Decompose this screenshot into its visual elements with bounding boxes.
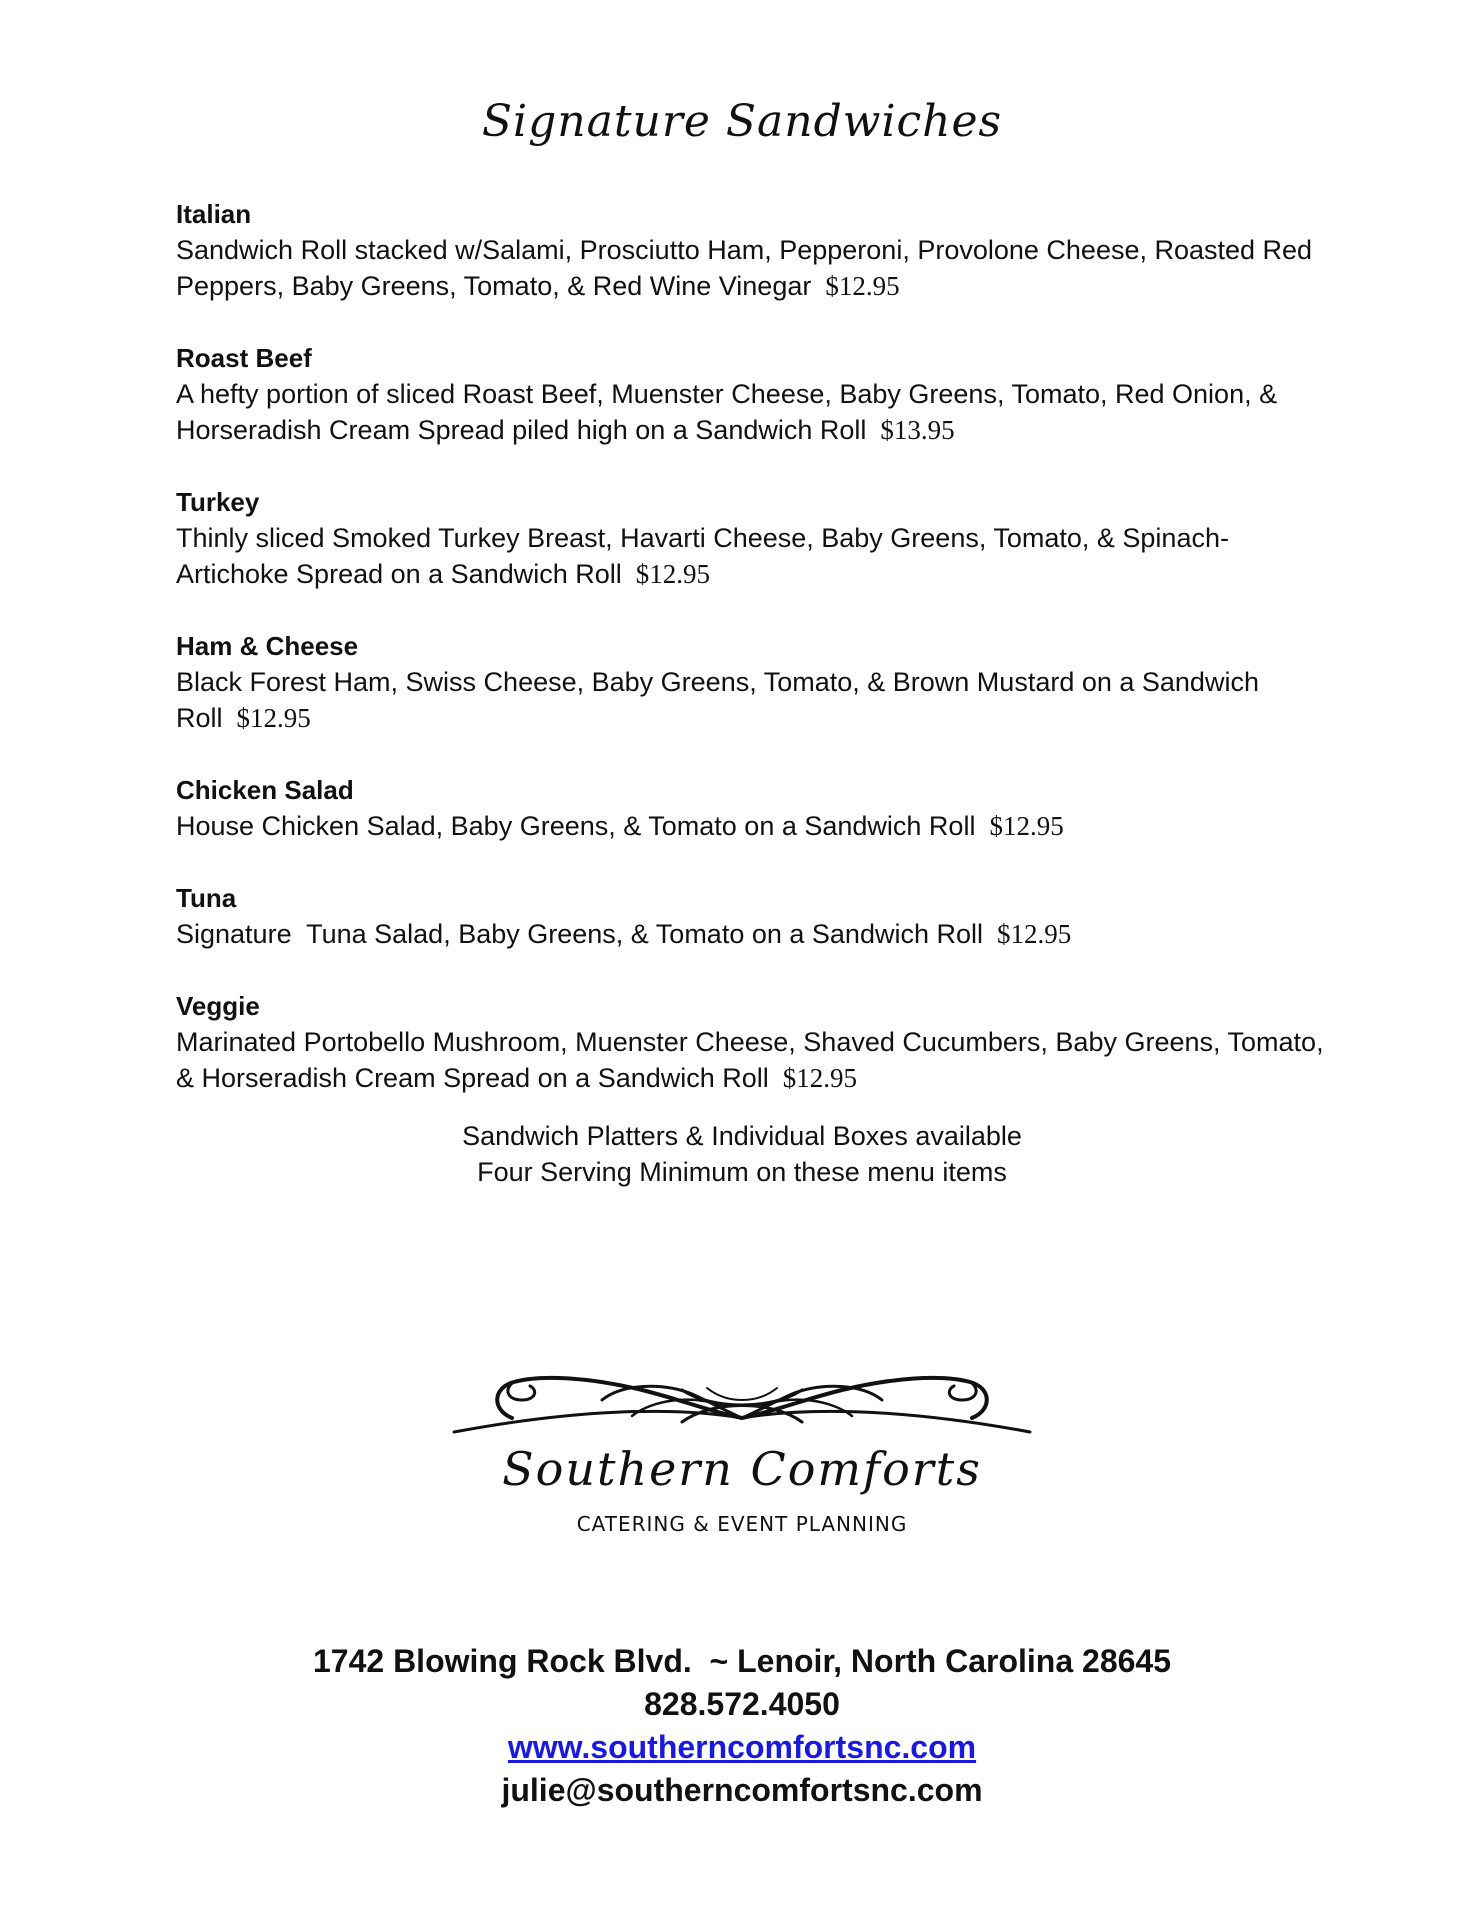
item-description: A hefty portion of sliced Roast Beef, Muenster Cheese, Baby Greens, Tomato, Red Onion, & Horseradish Cream Spread piled high on a Sandwich Roll $13.95 [176, 379, 1278, 445]
contact-block [0, 1640, 1484, 1812]
sandwich-list [176, 196, 1326, 1132]
item-name: Ham & Cheese [176, 631, 359, 661]
item-name: Turkey [176, 487, 260, 517]
item-description: House Chicken Salad, Baby Greens, & Tomato on a Sandwich Roll $12.95 [176, 811, 1064, 841]
menu-item-italian [176, 196, 1326, 304]
logo-name: Southern Comforts [502, 1442, 982, 1496]
menu-item-chicken-salad [176, 772, 1326, 844]
contact-email: julie@southerncomfortsnc.com [501, 1772, 983, 1808]
item-price: $12.95 [782, 1063, 858, 1093]
item-price: $12.95 [989, 811, 1064, 841]
item-description: Black Forest Ham, Swiss Cheese, Baby Greens, Tomato, & Brown Mustard on a Sandwich Roll $12.95 [176, 667, 1259, 733]
item-name: Tuna [176, 883, 237, 913]
menu-item-veggie [176, 988, 1326, 1096]
item-description: Signature Tuna Salad, Baby Greens, & Tomato on a Sandwich Roll $12.95 [176, 919, 1072, 949]
item-price: $12.95 [635, 559, 711, 589]
menu-item-tuna [176, 880, 1326, 952]
item-name: Chicken Salad [176, 775, 354, 805]
item-name: Veggie [176, 991, 260, 1021]
company-logo [452, 1360, 1032, 1540]
contact-phone: 828.572.4050 [644, 1686, 840, 1722]
item-price: $13.95 [880, 415, 955, 445]
page-title: Signature Sandwiches [481, 96, 1003, 147]
menu-notes [0, 1118, 1484, 1190]
item-price: $12.95 [236, 703, 311, 733]
contact-address: 1742 Blowing Rock Blvd. ~ Lenoir, North Carolina 28645 [312, 1643, 1172, 1679]
menu-item-ham-cheese [176, 628, 1326, 736]
ornamental-scroll-icon [452, 1360, 1032, 1450]
menu-item-roast-beef [176, 340, 1326, 448]
notes-line-minimum: Four Serving Minimum on these menu items [477, 1157, 1007, 1187]
item-price: $12.95 [996, 919, 1072, 949]
item-name: Italian [176, 199, 252, 229]
notes-line-platters: Sandwich Platters & Individual Boxes available [462, 1121, 1022, 1151]
item-description: Marinated Portobello Mushroom, Muenster Cheese, Shaved Cucumbers, Baby Greens, Tomato, & Horseradish Cream Spread on a Sandwich Roll $12.95 [176, 1027, 1324, 1093]
item-description: Thinly sliced Smoked Turkey Breast, Havarti Cheese, Baby Greens, Tomato, & Spinach-Artichoke Spread on a Sandwich Roll $12.95 [176, 523, 1229, 589]
item-name: Roast Beef [176, 343, 312, 373]
logo-tagline: CATERING & EVENT PLANNING [576, 1512, 908, 1536]
website-link[interactable]: www.southerncomfortsnc.com [507, 1729, 977, 1765]
menu-item-turkey [176, 484, 1326, 592]
item-price: $12.95 [825, 271, 900, 301]
item-description: Sandwich Roll stacked w/Salami, Prosciutto Ham, Pepperoni, Provolone Cheese, Roasted Red Peppers, Baby Greens, Tomato, & Red Wine Vinegar $12.95 [176, 235, 1313, 301]
